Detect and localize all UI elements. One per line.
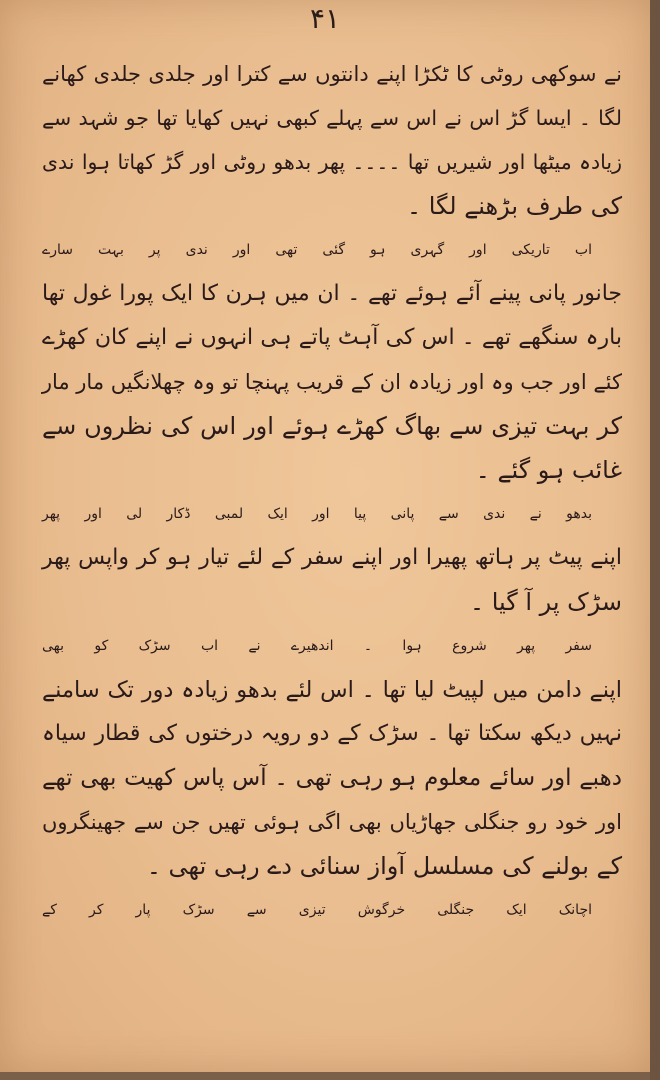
text-line: اور خود رو جنگلی جھاڑیاں بھی اگی ہوئی تھیں جن سے جھینگروں — [42, 810, 622, 834]
text-line: نے سوکھی روٹی کا ٹکڑا اپنے دانتوں سے کترا اور جلدی جلدی کھانے — [42, 62, 622, 86]
text-line: سڑک پر آ گیا ۔ — [470, 588, 622, 616]
text-body — [42, 52, 622, 932]
text-line: سفر پھر شروع ہوا ۔ اندھیرے نے اب سڑک کو بھی — [42, 638, 592, 654]
text-line: کی طرف بڑھنے لگا ۔ — [407, 192, 622, 220]
text-line: غائب ہو گئے ۔ — [475, 456, 622, 484]
text-line: اپنے دامن میں لپیٹ لیا تھا ۔ اس لئے بدھو زیادہ دور تک سامنے — [42, 677, 622, 703]
scan-edge — [650, 0, 660, 1080]
text-line: کر بہت تیزی سے بھاگ کھڑے ہوئے اور اس کی نظروں سے — [42, 412, 622, 440]
page-number: ۴۱ — [309, 2, 341, 35]
text-line: زیادہ میٹھا اور شیریں تھا ۔۔۔۔ پھر بدھو روٹی اور گڑ کھاتا ہوا ندی — [42, 150, 622, 174]
text-line: کے بولنے کی مسلسل آواز سنائی دے رہی تھی ۔ — [146, 852, 622, 880]
text-line: اب تاریکی اور گہری ہو گئی تھی اور ندی پر بہت سارے — [42, 242, 592, 258]
text-line: نہیں دیکھ سکتا تھا ۔ سڑک کے دو رویہ درختوں کی قطار سیاہ — [42, 721, 622, 746]
text-line: کئے اور جب وہ اور زیادہ ان کے قریب پہنچا تو وہ چھلانگیں مار مار — [41, 370, 622, 394]
text-line: بارہ سنگھے تھے ۔ اس کی آہٹ پاتے ہی انہوں نے اپنے کان کھڑے — [42, 325, 622, 350]
text-line: دھبے اور سائے معلوم ہو رہی تھی ۔ آس پاس کھیت بھی تھے — [42, 765, 622, 791]
text-line: اپنے پیٹ پر ہاتھ پھیرا اور اپنے سفر کے لئے تیار ہو کر واپس پھر — [42, 545, 622, 570]
text-line: اچانک ایک جنگلی خرگوش تیزی سے سڑک پار کر کے — [42, 902, 592, 918]
text-line: بدھو نے ندی سے پانی پیا اور ایک لمبی ڈکار لی اور پھر — [42, 506, 592, 522]
text-line: لگا ۔ ایسا گڑ اس نے اس سے پہلے کبھی نہیں کھایا تھا جو شہد سے — [42, 106, 622, 130]
text-line: جانور پانی پینے آئے ہوئے تھے ۔ ان میں ہرن کا ایک پورا غول تھا — [42, 281, 623, 306]
